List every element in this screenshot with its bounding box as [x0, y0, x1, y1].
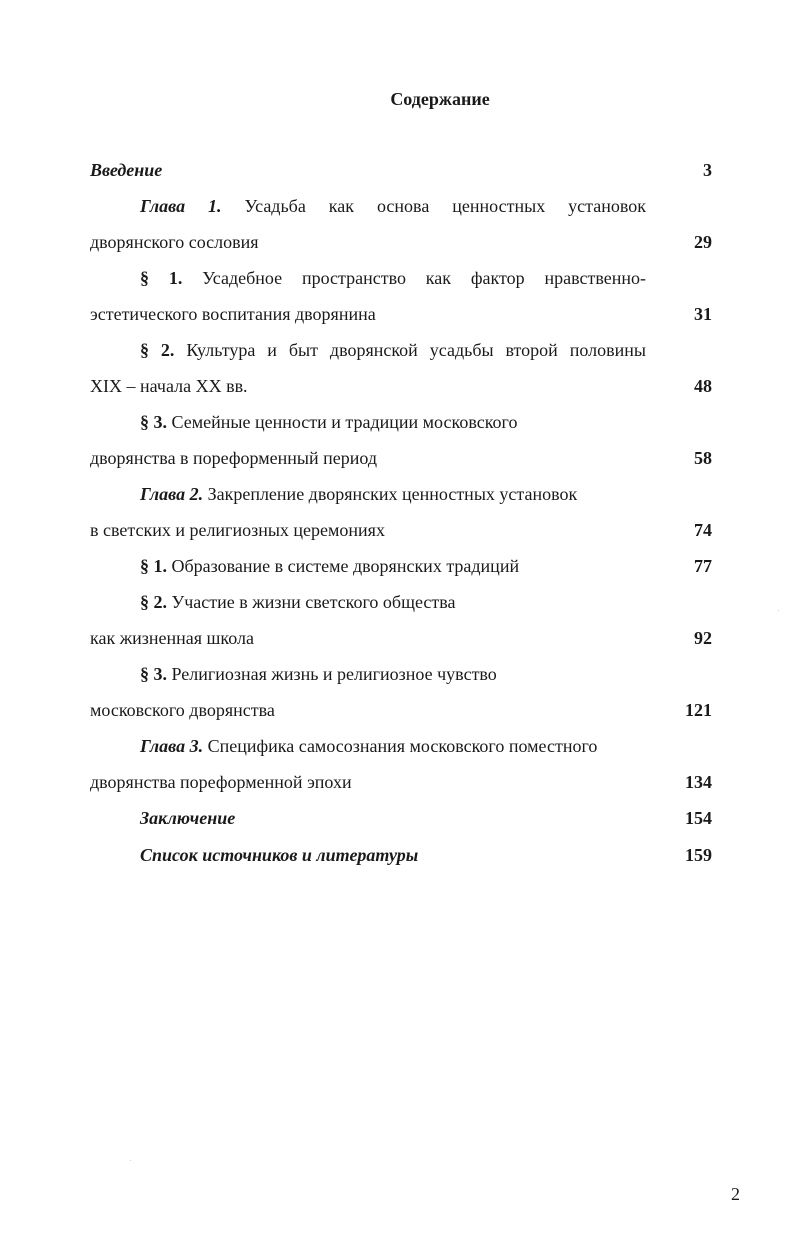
toc-ch1-prefix: Глава 1.	[140, 196, 222, 216]
toc-ch1-line1	[140, 194, 646, 218]
toc-ch2s1-prefix: § 1.	[140, 556, 167, 576]
toc-ch3-prefix: Глава 3.	[140, 736, 204, 756]
toc-ch2s3-text: Религиозная жизнь и религиозное чувство	[171, 664, 497, 684]
toc-ch1s3-line2: дворянства в пореформенный период	[90, 448, 378, 468]
toc-ch2s2-text: Участие в жизни светского общества	[171, 592, 456, 612]
toc-ch1s2-line1	[140, 338, 646, 362]
toc-ch2-line2: в светских и религиозных церемониях	[90, 520, 385, 540]
toc-ch1s2-prefix: § 2.	[140, 340, 175, 360]
toc-ch2s2-prefix: § 2.	[140, 592, 167, 612]
toc-sources-label: Список источников и литературы	[140, 845, 419, 865]
toc-ch2s3-line1	[140, 662, 497, 686]
page-title: Содержание	[390, 89, 490, 109]
page-number: 2	[731, 1184, 740, 1204]
toc-conclusion-page: 154	[685, 808, 712, 828]
toc-ch2s3-line2: московского дворянства	[90, 700, 275, 720]
toc-ch2s2-page: 92	[694, 628, 712, 648]
toc-ch1s1-prefix: § 1.	[140, 268, 183, 288]
toc-ch3-text: Специфика самосознания московского поместного	[207, 736, 598, 756]
toc-ch1s1-line1	[140, 266, 646, 290]
toc-ch2-line1	[140, 482, 577, 506]
scan-speck	[778, 610, 779, 611]
toc-ch2s1-page: 77	[694, 556, 712, 576]
toc-ch2-text: Закрепление дворянских ценностных установок	[207, 484, 578, 504]
toc-ch1s3-line1	[140, 410, 517, 434]
toc-ch2s1-text: Образование в системе дворянских традиций	[171, 556, 520, 576]
scan-speck	[130, 1160, 131, 1161]
toc-intro-label: Введение	[90, 160, 163, 180]
toc-ch3-line1	[140, 734, 597, 758]
toc-ch2s3-page: 121	[685, 700, 712, 720]
toc-ch1-text: Усадьба как основа ценностных установок	[244, 196, 646, 216]
toc-ch2s2-line1	[140, 590, 455, 614]
toc-conclusion-label: Заключение	[140, 808, 236, 828]
toc-ch1s3-page: 58	[694, 448, 712, 468]
toc-ch1s1-text: Усадебное пространство как фактор нравственно-	[202, 268, 646, 288]
toc-ch2s2-line2: как жизненная школа	[90, 628, 254, 648]
toc-ch1s3-prefix: § 3.	[140, 412, 167, 432]
toc-intro-page: 3	[703, 160, 712, 180]
toc-ch2-page: 74	[694, 520, 712, 540]
toc-ch1s2-text: Культура и быт дворянской усадьбы второй половины	[186, 340, 646, 360]
toc-ch1s2-line2: XIX – начала XX вв.	[90, 376, 248, 396]
toc-ch2-prefix: Глава 2.	[140, 484, 204, 504]
toc-ch1-page: 29	[694, 232, 712, 252]
toc-ch2s1-line1	[140, 554, 519, 578]
toc-ch1-line2: дворянского сословия	[90, 232, 259, 252]
toc-sources-page: 159	[685, 845, 712, 865]
toc-ch1s1-page: 31	[694, 304, 712, 324]
toc-ch3-line2: дворянства пореформенной эпохи	[90, 772, 352, 792]
toc-ch1s1-line2: эстетического воспитания дворянина	[90, 304, 376, 324]
toc-ch1s3-text: Семейные ценности и традиции московского	[171, 412, 518, 432]
toc-ch1s2-page: 48	[694, 376, 712, 396]
toc-ch2s3-prefix: § 3.	[140, 664, 167, 684]
toc-ch3-page: 134	[685, 772, 712, 792]
